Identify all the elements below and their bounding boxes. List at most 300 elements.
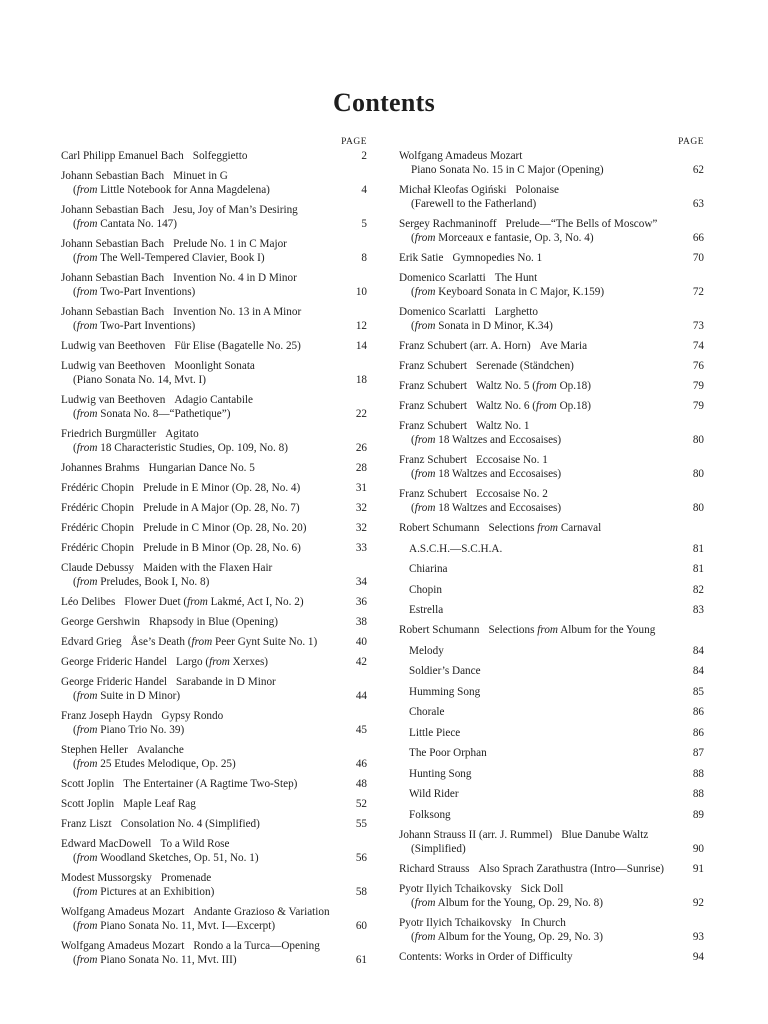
source-line: (from Two-Part Inventions) [73, 320, 196, 332]
source-title: Suite in D Minor) [97, 690, 181, 702]
from-label: from [537, 624, 559, 636]
page-number: 28 [355, 462, 367, 474]
entry-line [399, 521, 704, 535]
page-number: 91 [692, 862, 704, 875]
entry-line [61, 339, 367, 353]
piece-title: Prelude No. 1 in C Major [173, 238, 287, 250]
entry-line [61, 541, 367, 555]
composer-name: Franz Schubert (arr. A. Horn) [399, 340, 531, 352]
composer-name: Wolfgang Amadeus Mozart [399, 150, 523, 162]
page-number: 40 [355, 636, 367, 648]
toc-entry[interactable] [399, 767, 704, 781]
toc-entry[interactable] [61, 271, 367, 299]
source-line: (from Preludes, Book I, No. 8) [73, 576, 210, 588]
composer-name: Michał Kleofas Ogiński [399, 184, 507, 196]
entry-line [399, 746, 704, 760]
source-title: Two-Part Inventions) [97, 320, 196, 332]
composer-name: Wolfgang Amadeus Mozart [61, 940, 185, 952]
page-number: 61 [355, 954, 367, 966]
composer-name: Franz Joseph Haydn [61, 710, 153, 722]
entry-line [399, 916, 704, 930]
toc-entry[interactable] [399, 787, 704, 801]
toc-entry[interactable] [61, 541, 367, 555]
source-line [61, 373, 367, 387]
toc-entry[interactable] [399, 305, 704, 333]
page-number: 94 [692, 950, 704, 963]
from-label: from [209, 656, 230, 668]
from-label: from [76, 690, 98, 702]
piece-title: Selections from Carnaval [488, 522, 602, 534]
page-number: 26 [355, 442, 367, 454]
piece-title: Flower Duet (from Lakmé, Act I, No. 2) [124, 596, 304, 608]
composer-name: Ludwig van Beethoven [61, 394, 166, 406]
page-number: 10 [355, 286, 367, 298]
source-line: (from Piano Sonata No. 11, Mvt. III) [73, 954, 237, 966]
page-number: 55 [355, 818, 367, 830]
source-title: Piano Sonata No. 11, Mvt. I—Excerpt) [97, 920, 276, 932]
toc-entry[interactable] [61, 393, 367, 421]
composer-name: Richard Strauss [399, 862, 470, 875]
from-label: from [187, 596, 208, 608]
page-number: 79 [692, 380, 704, 392]
from-label: from [414, 434, 436, 446]
toc-entry[interactable] [61, 305, 367, 333]
composer-name: Franz Liszt [61, 818, 112, 830]
source-title: (Simplified) [411, 842, 466, 855]
source-line: (from The Well-Tempered Clavier, Book I) [73, 252, 265, 264]
piece-title: Polonaise [515, 184, 560, 196]
toc-entry[interactable] [399, 882, 704, 910]
source-title: (Piano Sonata No. 14, Mvt. I) [73, 374, 206, 386]
piece-title: Prelude in A Major (Op. 28, No. 7) [143, 502, 300, 514]
source-title: 25 Etudes Melodique, Op. 25) [97, 758, 236, 770]
entry-line [61, 655, 367, 669]
composer-name: Scott Joplin [61, 798, 115, 810]
piece-title: Agitato [165, 428, 199, 440]
piece-title: Für Elise (Bagatelle No. 25) [174, 340, 301, 352]
composer-name: Johann Sebastian Bach [61, 204, 165, 216]
entry-line [61, 675, 367, 689]
toc-entry[interactable] [399, 149, 704, 177]
piece-title: Chiarina [409, 563, 448, 575]
page-number: 36 [355, 596, 367, 608]
source-line [399, 842, 704, 856]
piece-title: The Entertainer (A Ragtime Two-Step) [123, 778, 298, 790]
toc-entry[interactable] [61, 561, 367, 589]
entry-line [61, 615, 367, 629]
toc-entry[interactable] [61, 905, 367, 933]
entry-line [399, 339, 704, 353]
source-title: Pictures at an Exhibition) [97, 886, 215, 898]
entry-line [399, 950, 704, 964]
toc-entry[interactable] [399, 664, 704, 678]
composer-name: Edward MacDowell [61, 838, 152, 850]
piece-title: Avalanche [136, 744, 184, 756]
page-number: 22 [355, 408, 367, 420]
page-number: 81 [692, 563, 704, 575]
source-title: Piano Sonata No. 11, Mvt. III) [97, 954, 237, 966]
toc-entry[interactable] [61, 615, 367, 629]
entry-line [61, 939, 367, 953]
entry-line [399, 583, 704, 597]
page-number: 66 [692, 232, 704, 244]
toc-entry[interactable] [61, 237, 367, 265]
page-number: 83 [692, 604, 704, 616]
composer-name: Johann Sebastian Bach [61, 170, 165, 182]
from-label: from [414, 232, 436, 244]
page-number: 31 [355, 482, 367, 494]
entry-line [61, 427, 367, 441]
entry-line [61, 743, 367, 757]
toc-entry[interactable] [399, 583, 704, 597]
toc-entry[interactable] [61, 481, 367, 495]
page-number: 92 [692, 896, 704, 909]
toc-entry[interactable] [61, 339, 367, 353]
entry-line [399, 767, 704, 781]
composer-name: Frédéric Chopin [61, 542, 135, 554]
piece-title: A.S.C.H.—S.C.H.A. [409, 542, 503, 555]
page-number: 52 [355, 798, 367, 810]
page-number: 90 [692, 842, 704, 855]
toc-entry[interactable] [399, 562, 704, 576]
page-number: 74 [692, 340, 704, 352]
entry-line [61, 305, 367, 319]
entry-line [399, 305, 704, 319]
toc-entry[interactable] [61, 797, 367, 811]
piece-title: Minuet in G [173, 170, 228, 182]
toc-entry[interactable] [61, 461, 367, 475]
entry-line [399, 862, 704, 876]
source-line: (from Woodland Sketches, Op. 51, No. 1) [73, 852, 259, 864]
composer-name: Pyotr Ilyich Tchaikovsky [399, 882, 512, 895]
piece-title-rest: Album for the Young [558, 624, 656, 636]
piece-title: Larghetto [494, 306, 538, 318]
toc-entry[interactable] [399, 623, 704, 637]
entry-line [61, 635, 367, 649]
from-label: from [414, 320, 436, 332]
page-number: 84 [692, 644, 704, 657]
toc-entry[interactable] [61, 427, 367, 455]
entry-line [61, 521, 367, 535]
composer-name: Robert Schumann [399, 522, 480, 534]
piece-title: Serenade (Ständchen) [476, 360, 574, 372]
composer-name: Johann Strauss II (arr. J. Rummel) [399, 828, 553, 841]
toc-entry[interactable] [61, 743, 367, 771]
piece-title: Gymnopedies No. 1 [452, 252, 543, 264]
page-number: 80 [692, 502, 704, 514]
page-number: 44 [355, 690, 367, 702]
page-number: 62 [692, 164, 704, 176]
entry-line [399, 882, 704, 896]
entry-line [61, 359, 367, 373]
toc-entry[interactable] [399, 453, 704, 481]
entry-line [399, 453, 704, 467]
composer-name: Johann Sebastian Bach [61, 306, 165, 318]
composer-name: Wolfgang Amadeus Mozart [61, 906, 185, 918]
source-title: Piano Trio No. 39) [97, 724, 185, 736]
entry-line [399, 149, 704, 163]
toc-entry[interactable] [399, 359, 704, 373]
from-label: from [414, 896, 436, 909]
composer-name: Modest Mussorgsky [61, 872, 152, 884]
source-title: 18 Waltzes and Eccosaises) [435, 468, 562, 480]
entry-line [61, 237, 367, 251]
toc-entry[interactable] [61, 595, 367, 609]
from-label: from [536, 380, 557, 392]
toc-entry[interactable] [399, 542, 704, 556]
source-title: Preludes, Book I, No. 8) [97, 576, 210, 588]
entry-line [61, 561, 367, 575]
piece-title: Promenade [160, 872, 212, 884]
toc-entry[interactable] [61, 635, 367, 649]
page-title: Contents [332, 88, 436, 117]
toc-entry[interactable] [61, 939, 367, 967]
source-line: (from 18 Waltzes and Eccosaises) [411, 468, 562, 480]
entry-line [399, 644, 704, 658]
piece-title: Hunting Song [409, 767, 472, 780]
piece-title: Melody [409, 644, 444, 657]
page-number: 32 [355, 502, 367, 514]
entry-line [61, 203, 367, 217]
composer-name: Edvard Grieg [61, 636, 122, 648]
piece-title-rest: Op.18) [556, 400, 591, 412]
page-column-header: PAGE [678, 137, 704, 147]
page-number: 81 [692, 542, 704, 555]
toc-entry[interactable] [399, 603, 704, 617]
piece-title: Waltz No. 6 (from Op.18) [476, 400, 591, 412]
piece-title: In Church [520, 916, 566, 929]
piece-title: Moonlight Sonata [174, 360, 255, 372]
piece-title: The Poor Orphan [409, 747, 487, 759]
page-number: 45 [355, 724, 367, 736]
composer-name: Contents: Works in Order of Difficulty [399, 950, 573, 963]
toc-entry[interactable] [399, 862, 704, 876]
source-title: Cantata No. 147) [97, 218, 178, 230]
toc-entry[interactable] [399, 705, 704, 719]
toc-entry[interactable] [399, 487, 704, 515]
source-line: (from Suite in D Minor) [73, 690, 181, 702]
page-number: 93 [692, 930, 704, 943]
source-line: (from Album for the Young, Op. 29, No. 8) [411, 896, 603, 909]
composer-name: Franz Schubert [399, 420, 468, 432]
piece-title: Folksong [409, 808, 451, 821]
source-title: 18 Characteristic Studies, Op. 109, No. 8) [97, 442, 288, 454]
piece-title: Sarabande in D Minor [176, 676, 276, 688]
source-line: (from Cantata No. 147) [73, 218, 178, 230]
source-line: (from 18 Characteristic Studies, Op. 109, No. 8) [73, 442, 288, 454]
toc-entry[interactable] [61, 149, 367, 163]
source-title: Sonata in D Minor, K.34) [435, 320, 553, 332]
piece-title: Maple Leaf Rag [123, 798, 196, 810]
toc-entry[interactable] [399, 950, 704, 964]
composer-name: Franz Schubert [399, 400, 468, 412]
source-line [399, 163, 704, 177]
piece-title: Adagio Cantabile [174, 394, 254, 406]
piece-title: Invention No. 4 in D Minor [173, 272, 297, 284]
source-title: The Well-Tempered Clavier, Book I) [97, 252, 265, 264]
composer-name: Franz Schubert [399, 454, 468, 466]
toc-entry[interactable] [399, 251, 704, 265]
toc-entry[interactable] [399, 644, 704, 658]
piece-title-rest: Xerxes) [229, 656, 269, 668]
piece-title: Eccosaise No. 2 [476, 488, 548, 500]
page-number: 18 [355, 374, 367, 386]
composer-name: George Gershwin [61, 616, 141, 628]
page-number: 63 [692, 198, 704, 210]
from-label: from [414, 286, 436, 298]
page-column-header: PAGE [341, 137, 367, 147]
composer-name: George Frideric Handel [61, 676, 168, 688]
page-number: 73 [692, 320, 704, 332]
entry-line [61, 905, 367, 919]
composer-name: Pyotr Ilyich Tchaikovsky [399, 916, 512, 929]
source-line: (from Little Notebook for Anna Magdelena) [73, 184, 270, 196]
toc-entry[interactable] [61, 675, 367, 703]
toc-entry[interactable] [399, 271, 704, 299]
entry-line [399, 359, 704, 373]
source-title: Album for the Young, Op. 29, No. 3) [435, 930, 603, 943]
page-number: 87 [692, 747, 704, 759]
entry-line [399, 705, 704, 719]
composer-name: Ludwig van Beethoven [61, 360, 166, 372]
page-number: 33 [355, 542, 367, 554]
page-number: 56 [355, 852, 367, 864]
page-number: 89 [692, 808, 704, 821]
piece-title: Ave Maria [539, 340, 588, 352]
composer-name: Franz Schubert [399, 488, 468, 500]
composer-name: George Frideric Handel [61, 656, 168, 668]
entry-line [61, 797, 367, 811]
toc-entry[interactable] [399, 339, 704, 353]
source-line: (from Keyboard Sonata in C Major, K.159) [411, 286, 605, 298]
piece-title: Invention No. 13 in A Minor [173, 306, 302, 318]
toc-entry[interactable] [399, 521, 704, 535]
toc-entry[interactable] [399, 726, 704, 740]
toc-entry[interactable] [61, 817, 367, 831]
source-line: (from 18 Waltzes and Eccosaises) [411, 434, 562, 446]
toc-entry[interactable] [61, 837, 367, 865]
piece-title: Eccosaise No. 1 [476, 454, 548, 466]
toc-entry[interactable] [61, 169, 367, 197]
source-title: Morceaux e fantasie, Op. 3, No. 4) [435, 232, 594, 244]
entry-line [399, 623, 704, 637]
source-line: (from Piano Sonata No. 11, Mvt. I—Excerpt) [73, 920, 276, 932]
toc-entry[interactable] [399, 916, 704, 944]
page-number: 79 [692, 400, 704, 412]
page-number: 38 [355, 616, 367, 628]
entry-line [399, 251, 704, 265]
entry-line [61, 595, 367, 609]
entry-line [399, 379, 704, 393]
entry-line [399, 271, 704, 285]
from-label: from [76, 852, 98, 864]
piece-title: Chopin [409, 583, 442, 596]
piece-title: Jesu, Joy of Man’s Desiring [173, 204, 298, 216]
entry-line [399, 664, 704, 678]
entry-line [61, 501, 367, 515]
page-number: 86 [692, 706, 704, 718]
toc-entry[interactable] [61, 777, 367, 791]
from-label: from [414, 930, 436, 943]
toc-entry[interactable] [399, 399, 704, 413]
page-number: 88 [692, 788, 704, 800]
toc-entry[interactable] [399, 808, 704, 822]
entry-line [399, 726, 704, 740]
toc-entry[interactable] [399, 746, 704, 760]
page-number: 80 [692, 468, 704, 480]
from-label: from [537, 522, 559, 534]
toc-entry[interactable] [399, 828, 704, 856]
entry-line [399, 419, 704, 433]
entry-list [399, 149, 704, 964]
toc-entry[interactable] [61, 871, 367, 899]
piece-title: Solfeggietto [192, 150, 248, 162]
piece-title-rest: Peer Gynt Suite No. 1) [212, 636, 318, 648]
composer-name: Frédéric Chopin [61, 482, 135, 494]
entry-line [399, 399, 704, 413]
toc-entry[interactable] [61, 521, 367, 535]
composer-name: Robert Schumann [399, 624, 480, 636]
entry-line [61, 393, 367, 407]
source-title: Two-Part Inventions) [97, 286, 196, 298]
entry-line [399, 808, 704, 822]
entry-line [61, 481, 367, 495]
source-title: (Farewell to the Fatherland) [411, 198, 537, 210]
toc-entry[interactable] [399, 419, 704, 447]
toc-entry[interactable] [61, 359, 367, 387]
entry-line [399, 217, 704, 231]
page-number: 8 [361, 252, 367, 264]
piece-title: Rhapsody in Blue (Opening) [149, 616, 278, 628]
toc-entry[interactable] [399, 379, 704, 393]
from-label: from [76, 218, 98, 230]
composer-name: Franz Schubert [399, 360, 468, 372]
piece-title-rest: Op.18) [556, 380, 591, 392]
composer-name: Claude Debussy [61, 562, 135, 574]
from-label: from [76, 442, 98, 454]
entry-line [61, 271, 367, 285]
piece-title: Wild Rider [409, 788, 459, 800]
piece-title: To a Wild Rose [160, 838, 230, 850]
entry-line [61, 817, 367, 831]
source-title: Little Notebook for Anna Magdelena) [97, 184, 270, 196]
composer-name: Scott Joplin [61, 778, 115, 790]
page-number: 42 [355, 656, 367, 668]
toc-entry[interactable] [399, 217, 704, 245]
from-label: from [536, 400, 557, 412]
from-label: from [76, 954, 98, 966]
toc-entry[interactable] [61, 203, 367, 231]
toc-entry[interactable] [61, 709, 367, 737]
toc-entry[interactable] [61, 501, 367, 515]
page-number: 48 [355, 778, 367, 790]
page-number: 84 [692, 665, 704, 677]
piece-title: Chorale [409, 706, 445, 718]
entry-line [399, 685, 704, 699]
entry-line [399, 542, 704, 556]
piece-title: Maiden with the Flaxen Hair [143, 562, 273, 574]
toc-entry[interactable] [399, 685, 704, 699]
page-number: 4 [361, 184, 367, 196]
page-number: 58 [355, 886, 367, 898]
piece-title: Prelude in C Minor (Op. 28, No. 20) [143, 522, 307, 534]
toc-entry[interactable] [399, 183, 704, 211]
piece-title: Prelude in E Minor (Op. 28, No. 4) [143, 482, 301, 494]
source-title: 18 Waltzes and Eccosaises) [435, 502, 562, 514]
toc-entry[interactable] [61, 655, 367, 669]
from-label: from [414, 468, 436, 480]
entry-line [61, 837, 367, 851]
